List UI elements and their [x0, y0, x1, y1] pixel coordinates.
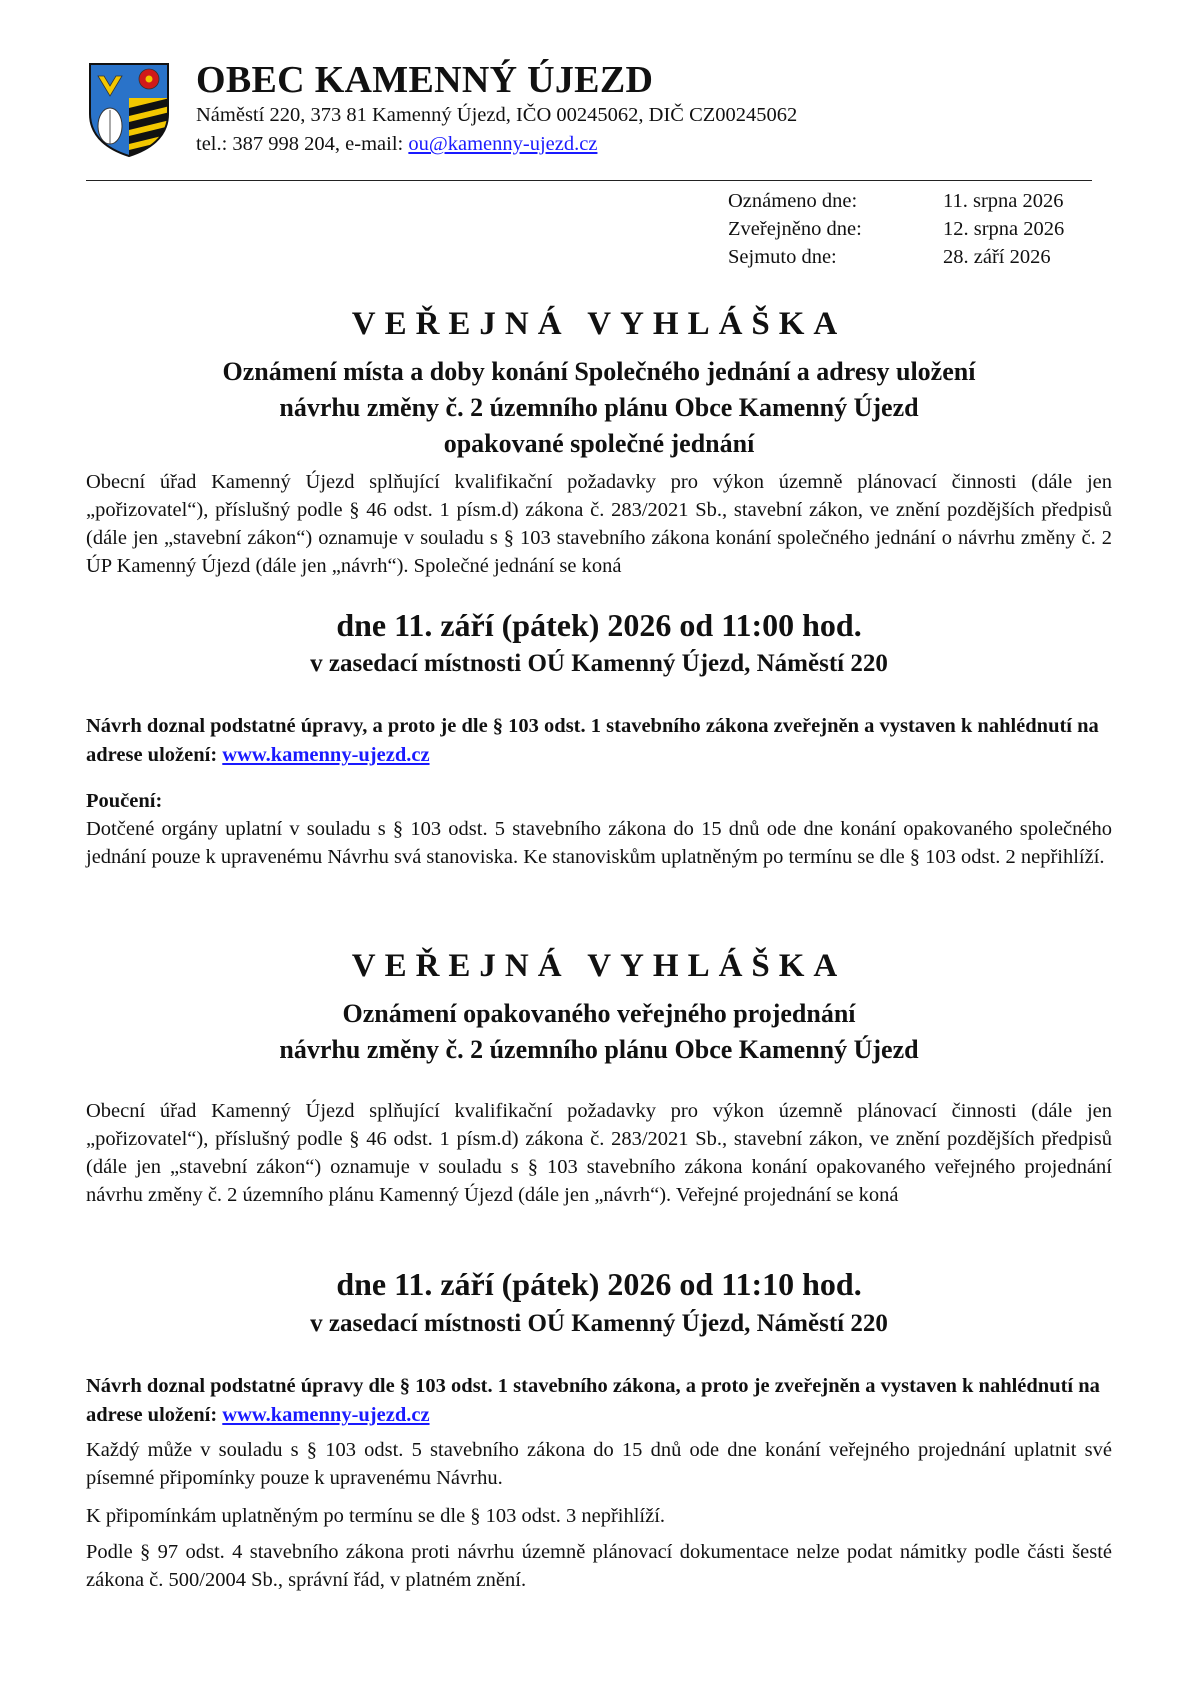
section1-intro: Obecní úřad Kamenný Újezd splňující kvalifikační požadavky pro výkon územně plánovací činnosti (dále jen „pořizovatel“), příslušný podle § 46 odst. 1 písm.d) zákona č. 283/2021 Sb., stavební zákon, ve znění pozdějších předpisů (dále jen „stavební zákon“) oznamuje v souladu s § 103 stavebního zákona konání společného jednání o návrhu změny č. 2 ÚP Kamenný Újezd (dále jen „návrh“). Společné jednání se koná	[86, 471, 1112, 577]
coat-of-arms-icon	[88, 62, 170, 158]
section2-notice	[86, 1372, 1112, 1430]
section2-website-link[interactable]: www.kamenny-ujezd.cz	[222, 1404, 430, 1426]
organization-name: OBEC KAMENNÝ ÚJEZD	[196, 59, 654, 101]
announced-row	[728, 190, 1064, 218]
section2-intro: Obecní úřad Kamenný Újezd splňující kvalifikační požadavky pro výkon územně plánovací činnosti (dále jen „pořizovatel“), příslušný podle § 46 odst. 1 písm.d) zákona č. 283/2021 Sb., stavební zákon, ve znění pozdějších předpisů (dále jen „stavební zákon“) oznamuje v souladu s § 103 stavebního zákona konání opakovaného veřejného projednání návrhu změny č. 2 územního plánu Kamenný Újezd (dále jen „návrh“). Veřejné projednání se koná	[86, 1100, 1112, 1206]
organization-contact	[196, 133, 597, 156]
section1-website-link[interactable]: www.kamenny-ujezd.cz	[222, 744, 430, 766]
section2-notice-text: Návrh doznal podstatné úpravy dle § 103 odst. 1 stavebního zákona, a proto je zveřejněn a vystaven k nahlédnutí na adrese uložení:	[86, 1375, 1100, 1426]
section2-subtitle-1: Oznámení opakovaného veřejného projednání	[342, 999, 856, 1028]
posting-dates	[728, 190, 1064, 274]
section1-event-place: v zasedací místnosti OÚ Kamenný Újezd, Náměstí 220	[310, 650, 888, 677]
published-value: 12. srpna 2026	[943, 218, 1065, 240]
section1-event-date: dne 11. září (pátek) 2026 od 11:00 hod.	[336, 607, 862, 643]
section2-event-place: v zasedací místnosti OÚ Kamenný Újezd, Náměstí 220	[310, 1310, 888, 1337]
section1-subtitle-1: Oznámení místa a doby konání Společného jednání a adresy uložení	[222, 357, 976, 386]
section1-title: VEŘEJNÁ VYHLÁŠKA	[351, 306, 847, 342]
organization-address: Náměstí 220, 373 81 Kamenný Újezd, IČO 00245062, DIČ CZ00245062	[196, 104, 798, 126]
section2-paragraph-3: Podle § 97 odst. 4 stavebního zákona proti návrhu územně plánovací dokumentace nelze podat námitky podle části šesté zákona č. 500/2004 Sb., správní řád, v platném znění.	[86, 1541, 1112, 1591]
published-label: Zveřejněno dne:	[728, 218, 862, 240]
section1-subtitle-3: opakované společné jednání	[443, 429, 755, 458]
published-row	[728, 218, 1064, 246]
section1-notice	[86, 712, 1112, 770]
section1-notice-text: Návrh doznal podstatné úpravy, a proto je dle § 103 odst. 1 stavebního zákona zveřejněn a vystaven k nahlédnutí na adrese uložení:	[86, 715, 1099, 766]
removed-value: 28. září 2026	[943, 246, 1051, 268]
section1-subtitle-2: návrhu změny č. 2 územního plánu Obce Kamenný Újezd	[279, 393, 919, 422]
removed-row	[728, 246, 1064, 274]
section2-subtitle-2: návrhu změny č. 2 územního plánu Obce Kamenný Újezd	[279, 1035, 919, 1064]
section2-paragraph-1: Každý může v souladu s § 103 odst. 5 stavebního zákona do 15 dnů ode dne konání veřejného projednání uplatnit své písemné připomínky pouze k upravenému Návrhu.	[86, 1439, 1112, 1489]
section2-paragraph-2: K připomínkám uplatněným po termínu se dle § 103 odst. 3 nepřihlíží.	[86, 1505, 666, 1527]
contact-phone: tel.: 387 998 204, e-mail:	[196, 133, 409, 155]
section1-instruction-label: Poučení:	[86, 790, 163, 812]
section2-event-date: dne 11. září (pátek) 2026 od 11:10 hod.	[336, 1266, 862, 1302]
section1-instruction: Dotčené orgány uplatní v souladu s § 103 odst. 5 stavebního zákona do 15 dnů ode dne konání opakovaného společného jednání pouze k upravenému Návrhu svá stanoviska. Ke stanoviskům uplatněným po termínu se dle § 103 odst. 2 nepřihlíží.	[86, 818, 1112, 868]
announced-value: 11. srpna 2026	[943, 190, 1064, 212]
header-divider	[86, 180, 1092, 181]
removed-label: Sejmuto dne:	[728, 246, 837, 268]
email-link[interactable]: ou@kamenny-ujezd.cz	[408, 133, 598, 155]
section2-title: VEŘEJNÁ VYHLÁŠKA	[351, 948, 847, 984]
announced-label: Oznámeno dne:	[728, 190, 858, 212]
